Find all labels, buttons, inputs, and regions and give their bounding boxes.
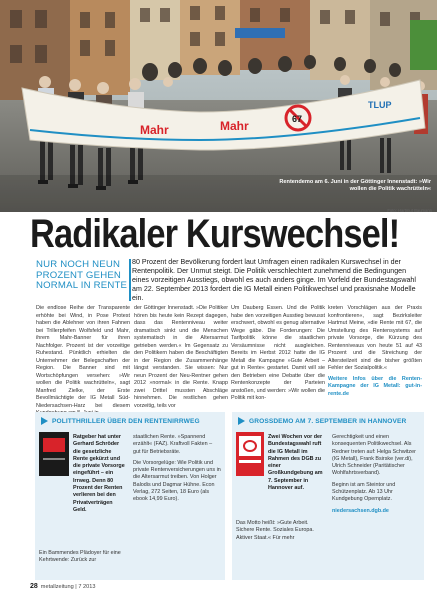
box2-text-a: [268, 434, 326, 492]
box2-para3: Gerechtigkeit und einen konsequenten Politikwechsel. Als Redner treten auf: Helga Schwitzer (IG Metall), Frank Bsirske (ver.di), Ulrich Schneider (Paritätischer Wohlfahrtsverband).: [332, 434, 416, 477]
demo-poster-icon: [236, 432, 264, 476]
arrow-right-icon: [41, 417, 48, 425]
page-number: 28: [30, 583, 38, 590]
banner-text-67: 67: [292, 114, 303, 124]
dgb-link[interactable]: niedersachsen.dgb.de: [332, 507, 389, 514]
body-column-3: [231, 305, 325, 403]
box1-text-a: [73, 434, 127, 514]
intro-divider: [129, 259, 131, 301]
box1-para3: staatlichen Rente. »Spannend erzählt« (FAZ). Kraftvoll Fakten – gut für Betriebsräte.: [133, 434, 213, 455]
headline: Radikaler Kurswechsel!: [30, 212, 400, 256]
banner-text-mid: Mahr: [220, 119, 249, 133]
subhead: NUR NOCH NEUN PROZENT GEHEN NORMAL IN RENTE: [36, 259, 128, 292]
box-grossdemo: [232, 412, 424, 580]
photo-credit: Foto: Hartmut Baumann: [387, 208, 432, 213]
box-grossdemo-header: [232, 412, 424, 430]
arrow-right-icon: [238, 417, 245, 425]
box-politthriller-header: [35, 412, 225, 430]
banner-text-far: TLUP: [368, 100, 392, 110]
box2-para1: Zwei Wochen vor der Bundestagswahl ruft die IG Metall im Rahmen des DGB zu einer Großkundgebung am 7. September in Hannover auf.: [268, 434, 323, 492]
photo-caption: Rentendemo am 6. Juni in der Göttinger Innenstadt: »Wir wollen die Politik wachrütteln«: [279, 179, 431, 192]
body-text-1: Die endlose Reihe der Transparente erhöhte bei Wind, in Pose Protest haben die Ablehner von ihren Fahnen bei Trillerpfeifen Wolfsfeld und Mahr, ihrem Mahr-Banner für ihren Nachfolger. Prozent ist der vorzeitige Ruhestand. Pünktlich erhielten die Unternehmer der Belegschaften der Region. Die Banner sind mit Wortschöpfungen versehen: »Wir wollen die Politik wachrütteln«, sagt Manfred Zielke, der Erste Bevollmächtigte der IG Metall Süd-Niedersachsen-Harz bei diesem: [36, 305, 130, 409]
kampagne-link[interactable]: Weitere Infos über die Renten-Kampagne der IG Metall: gut-in-rente.de: [328, 375, 422, 397]
book-cover-icon: [39, 432, 69, 476]
body-text-3: Um Dauberg Essen. Und die Politik habe den vorzeitigen Ausstieg bewusst erschwert, obwohl es genug alternative Wege gäbe. Die Forderungen: Die Tarifpolitik könne die staatlichen Versäumnisse nicht ausgleichen. Bereits im Herbst 2012 hatte die IG Metall die Kampagne »Gute Arbeit – gut in Rente« gestartet. Damit will sie den Betrieben eine Debatte über die Rentenkonzepte der Parteien anstoßen, und werden: »Wir wollen die Politik mit kon-: [231, 305, 325, 401]
body-column-4: [328, 305, 422, 398]
body-text-4: kreten Vorschlägen aus der Praxis konfrontieren«, sagt Bezirksleiter Hartmut Meine, »die Rente mit 67, die Umstellung des Rentensystems auf private Vorsorge, die Kürzung des Rentenniveaus von heute 51 auf 43 Prozent und die Streichung der Altersteilzeit sind die bisher größten Fehler der Sozialpolitik.«: [328, 305, 422, 371]
banner-text-left: Mahr: [140, 123, 169, 137]
body-text-2: der Göttinger Innenstadt. »Die Politiker hören bis heute kein Rezept dagegen, dass das Rentenniveau weiter dramatisch sinkt und die Menschen systematisch in die Altersarmut getrieben werden.« Im Gegensatz zu den Politikern haben die Beschäftigten in der Region die Zusammenhänge längst verstanden. Sie wissen: Nur neun Prozent der Neu-Rentner gehen 2012 »normal« in die Rente. Knapp zwei Drittel mussten Abschläge hinnehmen. Die restlichen gehen vorzeitig, teils vor: [134, 305, 228, 409]
body-column-1: [36, 305, 130, 418]
body-column-2: [134, 305, 228, 410]
box2-para2: Das Motto heißt: »Gute Arbeit. Sichere Rente. Soziales Europa. Aktiver Staat.« Für mehr: [236, 520, 314, 541]
intro-paragraph: 80 Prozent der Bevölkerung fordert laut Umfragen einen radikalen Kurswechsel in der Rentenpolitik. Der Unmut steigt. Die Politik verschlechtert zunehmend die Bedingungen eines vorzeitigen Ausstiegs, obwohl es auch anders ginge. Im Vorfeld der Bundestagswahl am 22. September 2013 fordert die IG Metall einen Politikwechsel und praxisnahe Modelle ein.: [132, 258, 416, 303]
box-politthriller: [35, 412, 225, 580]
box1-para1: Ratgeber hat unter Gerhard Schröder die gesetzliche Rente gekürzt und die private Vorsorge eingeführt – ein Irrweg. Denn 80 Prozent der Renten verlieren bei den Privatverträgen Geld.: [73, 434, 125, 513]
box-grossdemo-title: GROSSDEMO AM 7. SEPTEMBER IN HANNOVER: [249, 417, 407, 425]
issue-label: metallzeitung | 7 2013: [40, 584, 96, 590]
box2-para4: Beginn ist am Steintor und Schützenplatz. Ab 13 Uhr Kundgebung Opernplatz.: [332, 481, 396, 503]
box1-para4: Die Vorsorgelüge: Wie Politik und private Rentenversicherungen uns in die Altersarmut treiben. Von Holger Balodis und Dagmar Hühne. Econ Verlag, 272 Seiten, 18 Euro (als ebook 14,99 Euro).: [133, 459, 221, 503]
box1-text-b: [39, 550, 127, 565]
box1-text-c: [133, 434, 221, 504]
box-politthriller-title: POLITTHRILLER ÜBER DEN RENTENIRRWEG: [52, 417, 200, 425]
box2-text-c: [332, 434, 420, 515]
box1-para2: Ein Bammendes Plädoyer für eine Kehrtwende: Zurück zur: [39, 550, 121, 564]
box2-text-b: [236, 520, 326, 542]
page-footer: [30, 583, 95, 590]
